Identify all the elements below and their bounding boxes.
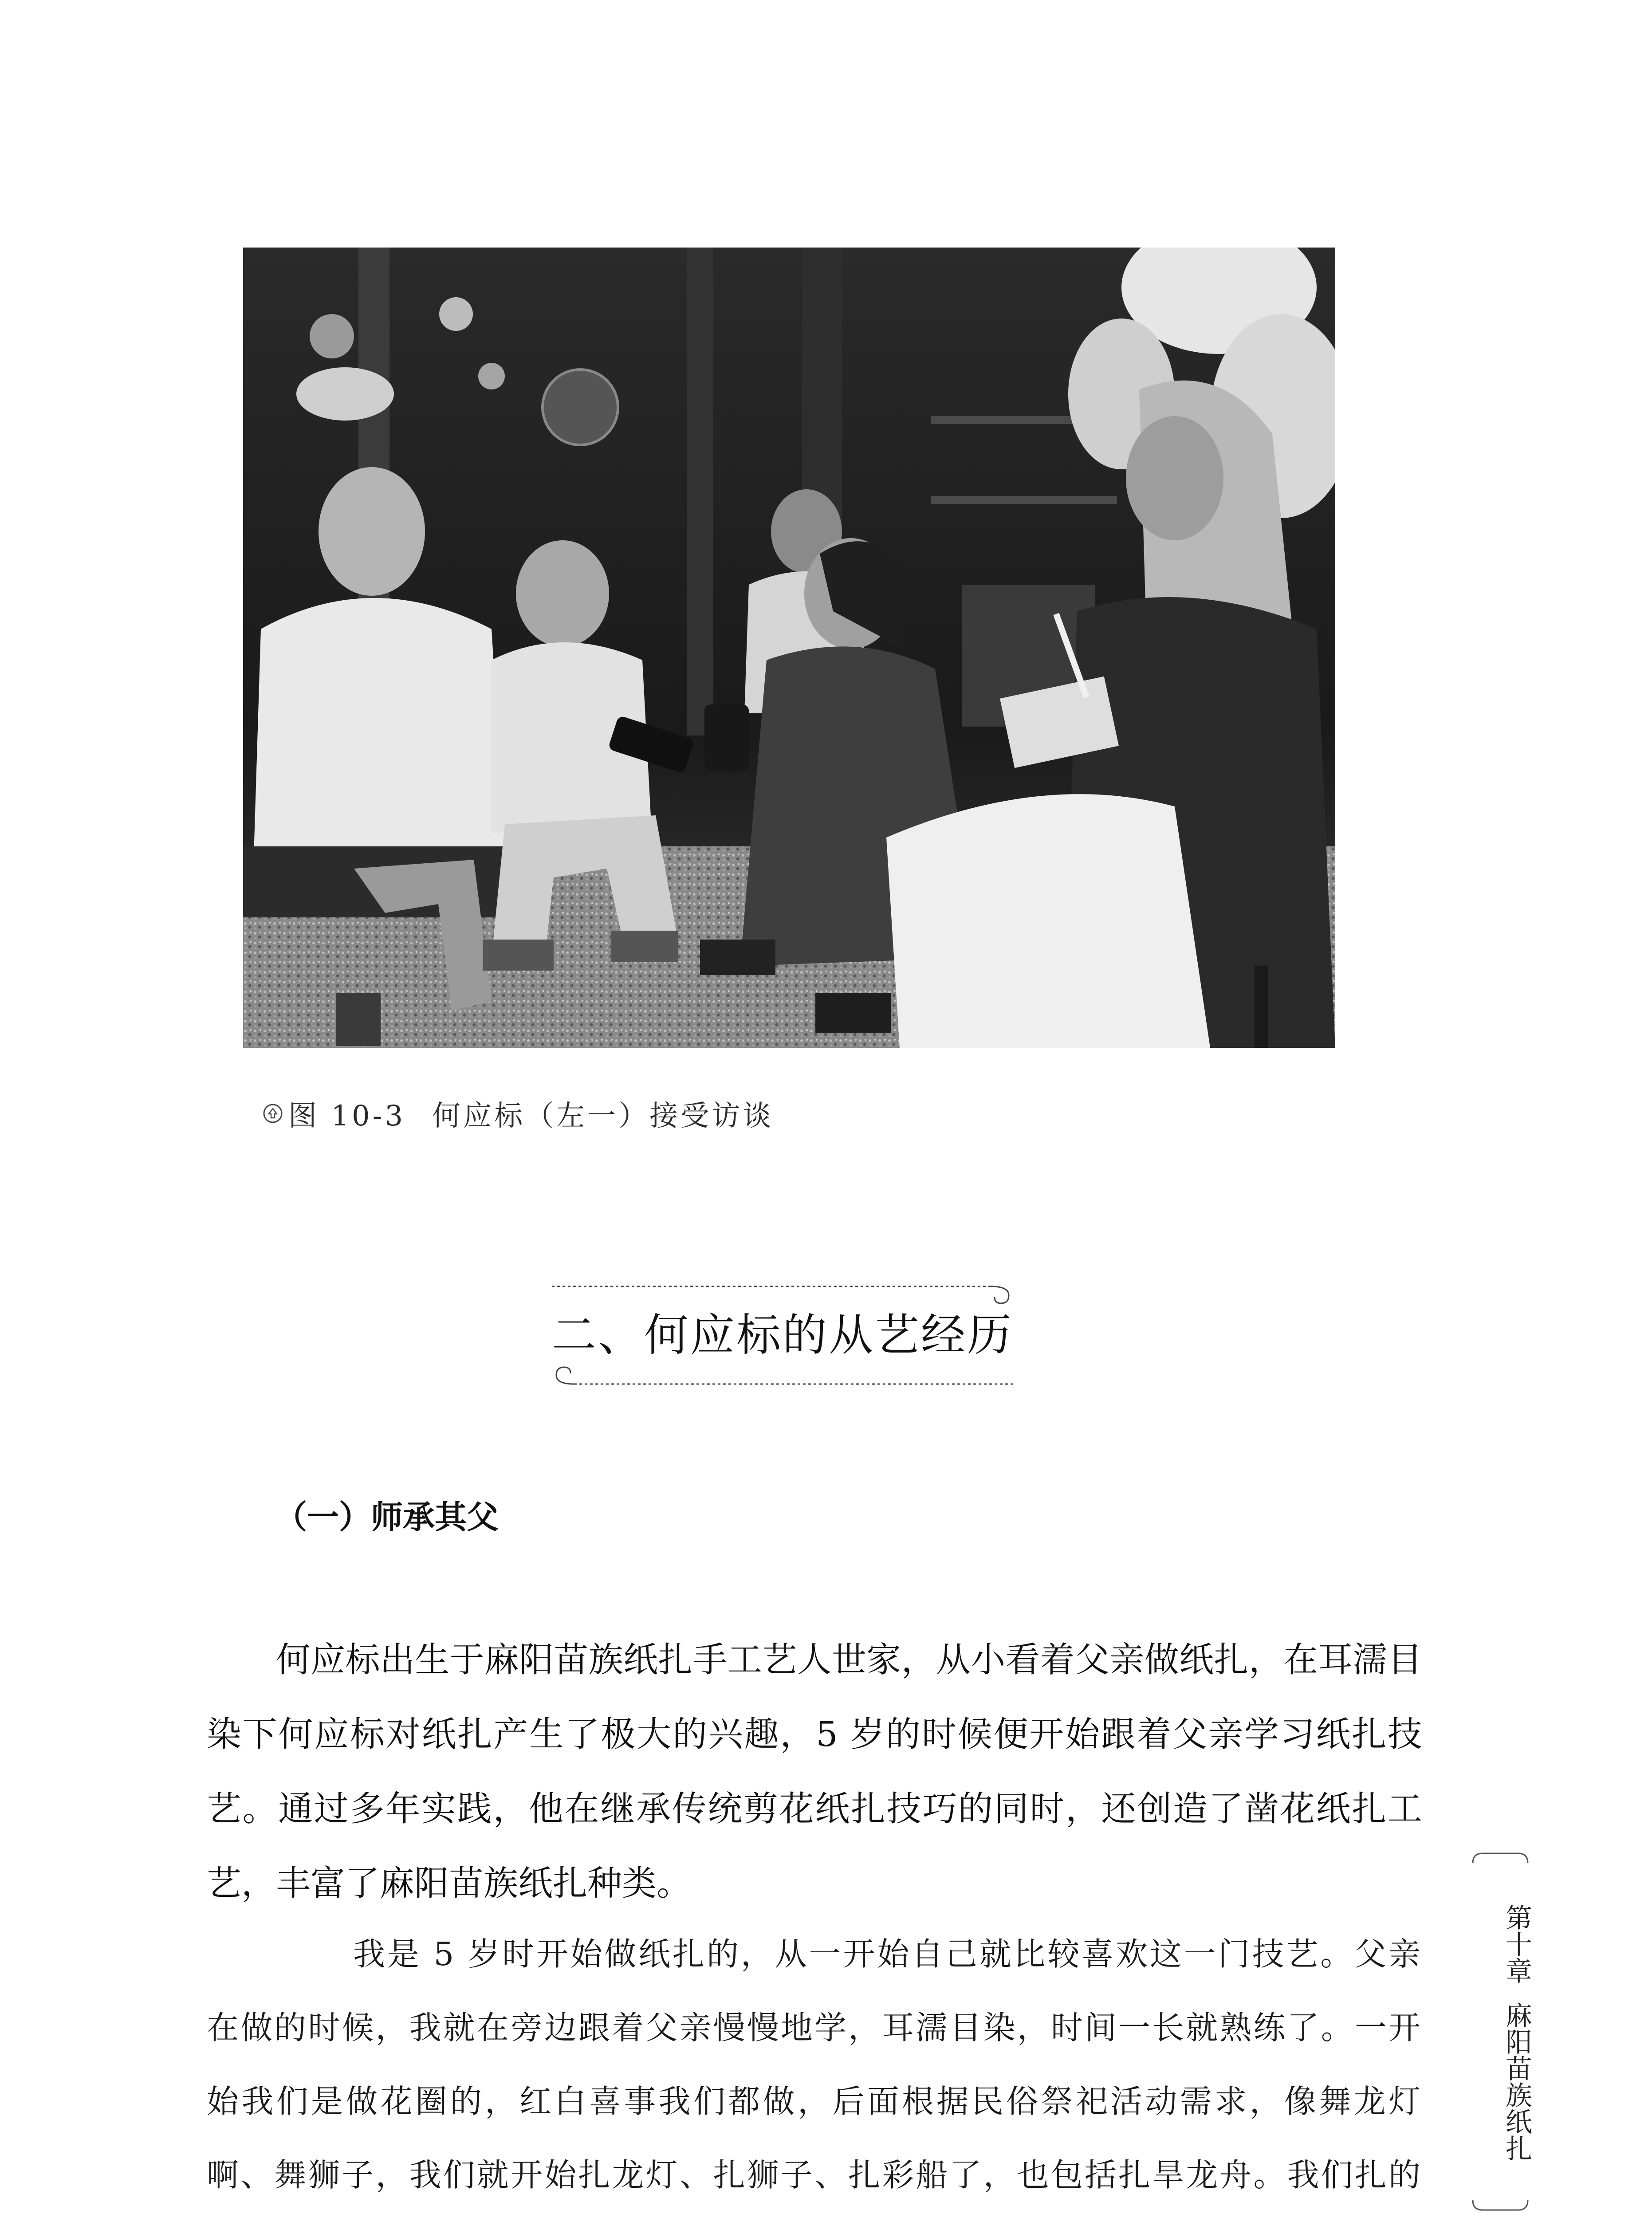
camera-circle-icon [263, 1103, 283, 1124]
body-paragraph: 何应标出生于麻阳苗族纸扎手工艺人世家，从小看着父亲做纸扎，在耳濡目染下何应标对纸扎产生了极大的兴趣，5 岁的时候便开始跟着父亲学习纸扎技艺。通过多年实践，他在继承传统剪花纸扎技巧的同时，还创造了凿花纸扎工艺，丰富了麻阳苗族纸扎种类。 [207, 1640, 1422, 1903]
interview-photo [243, 248, 1335, 1048]
figure-caption [263, 1087, 774, 1140]
side-tab-topic: 麻阳苗族纸扎 [1501, 2002, 1532, 2161]
side-tab-chapter: 第十章 [1501, 1904, 1532, 1984]
interview-photo-image [243, 248, 1335, 1048]
chapter-side-tab [1469, 1850, 1531, 2214]
subsection-title: （一）师承其父 [275, 1498, 499, 1536]
figure-number: 图 10-3 [288, 1100, 406, 1133]
section-heading [552, 1269, 1013, 1402]
interview-quote: 我是 5 岁时开始做纸扎的，从一开始自己就比较喜欢这一门技艺。父亲在做的时候，我就在旁边跟着父亲慢慢地学，耳濡目染，时间一长就熟练了。一开始我们是做花圈的，红白喜事我们都做，后面根据民俗祭祀活动需求，像舞龙灯啊、舞狮子，我们就开始扎龙灯、扎狮子、扎彩船了，也包括扎旱龙舟。我们扎的 [207, 1935, 1422, 2194]
section-title: 二、何应标的从艺经历 [552, 1309, 1013, 1361]
figure-caption-text: 何应标（左一）接受访谈 [432, 1100, 774, 1133]
side-tab-text [1469, 1868, 1531, 2197]
